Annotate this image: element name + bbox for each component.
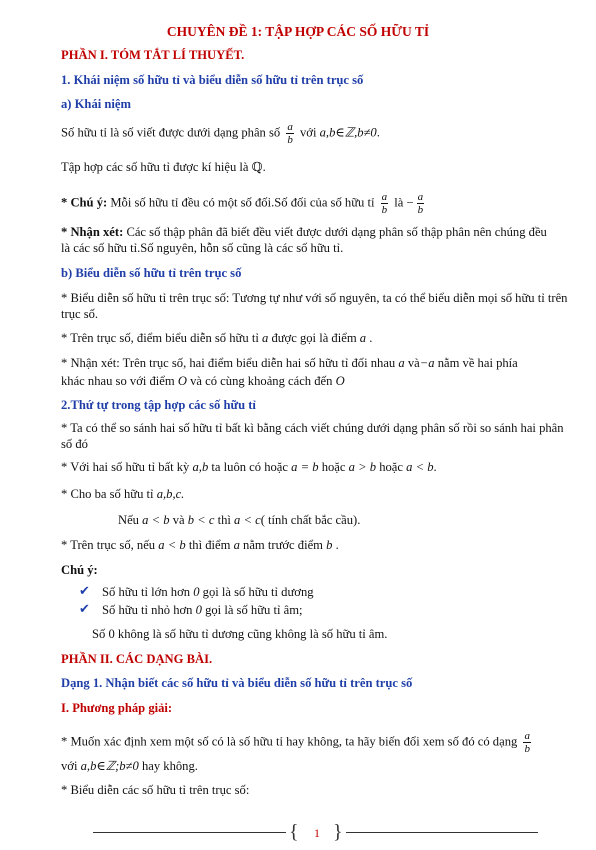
number-line-paragraph: * Biểu diễn số hữu tỉ trên trục số: Tương tự như với số nguyên, ta có thể biểu diễn mọi số hữu tỉ trên trục số. (61, 291, 568, 321)
page-number: 1 (314, 826, 320, 840)
part-2-heading: PHẦN II. CÁC DẠNG BÀI. (61, 652, 213, 666)
type-1-heading: Dạng 1. Nhận biết các số hữu tỉ và biểu diễn số hữu tỉ trên trục số (61, 676, 413, 690)
footer-rule-right (346, 832, 538, 833)
remark-opposite-line-1: * Nhận xét: Trên trục số, hai điểm biểu diễn hai số hữu tỉ đối nhau a và−a nằm về hai phía (61, 356, 518, 370)
method-line-2: với a,b∈ℤ;b≠0 hay không. (61, 759, 198, 773)
check-icon: ✔ (79, 583, 90, 598)
footer-brace-right: } (333, 821, 343, 843)
document-title: CHUYÊN ĐỀ 1: TẬP HỢP CÁC SỐ HỮU TỈ (166, 24, 430, 39)
compare-paragraph: * Ta có thể so sánh hai số hữu tỉ bất kì bằng cách viết chúng dưới dạng phân số rồi so sánh hai phân số đó (61, 421, 564, 451)
footer-rule-left (93, 832, 286, 833)
section-1-heading: 1. Khái niệm số hữu tỉ và biểu diễn số hữu tỉ trên trục số (61, 73, 364, 87)
note-opposite-line: * Chú ý: Mỗi số hữu tỉ đều có một số đối.Số đối của số hữu tỉ $\frac{a}{b}$ là − $\frac{a}{b}$ (61, 191, 424, 216)
section-2-heading: 2.Thứ tự trong tập hợp các số hữu tỉ (61, 398, 256, 412)
order-on-line: * Trên trục số, nếu a < b thì điểm a nằm trước điểm b . (61, 538, 339, 552)
zero-note: Số 0 không là số hữu tỉ dương cũng không là số hữu tỉ âm. (92, 627, 388, 641)
part-1-heading: PHẦN I. TÓM TẮT LÍ THUYẾT. (61, 48, 245, 62)
set-symbol-line: Tập hợp các số hữu tỉ được kí hiệu là ℚ. (61, 160, 266, 174)
fraction-a-over-b: $\frac{a}{b}$ (287, 121, 293, 146)
section-1a-heading: a) Khái niệm (61, 97, 131, 111)
note-2-label: Chú ý: (61, 563, 98, 577)
check-icon: ✔ (79, 601, 90, 616)
section-1b-heading: b) Biểu diễn số hữu tỉ trên trục số (61, 266, 242, 280)
remark-opposite-line-2: khác nhau so với điểm O và có cùng khoảng cách đến O (61, 374, 345, 388)
footer-brace-left: { (289, 821, 299, 843)
negative-item: Số hữu tỉ nhỏ hơn 0 gọi là số hữu tỉ âm; (102, 603, 303, 617)
method-heading: I. Phương pháp giải: (61, 701, 173, 715)
positive-item: Số hữu tỉ lớn hơn 0 gọi là số hữu tỉ dương (102, 585, 314, 599)
method-line-3: * Biểu diễn các số hữu tỉ trên trục số: (61, 783, 250, 797)
method-line-1: * Muốn xác định xem một số có là số hữu tỉ hay không, ta hãy biến đổi xem số đó có dạng $\frac{a}{b}$ (61, 730, 530, 755)
remark-paragraph: * Nhận xét: Các số thập phân đã biết đều viết được dưới dạng phân số thập phân nên chúng đều là các số hữu tỉ.Số nguyên, hỗn số cũng là các số hữu tỉ. (61, 225, 547, 255)
definition-line: Số hữu tỉ là số viết được dưới dạng phân số $\frac{a}{b}$ với a,b∈ℤ,b≠0. (61, 121, 380, 146)
trichotomy-line: * Với hai số hữu tỉ bất kỳ a,b ta luôn có hoặc a = b hoặc a > b hoặc a < b. (61, 460, 437, 474)
three-numbers-line: * Cho ba số hữu tỉ a,b,c. (61, 487, 185, 501)
transitive-line: Nếu a < b và b < c thì a < c( tính chất bắc cầu). (118, 513, 361, 527)
point-on-line: * Trên trục số, điểm biểu diễn số hữu tỉ a được gọi là điểm a . (61, 331, 373, 345)
